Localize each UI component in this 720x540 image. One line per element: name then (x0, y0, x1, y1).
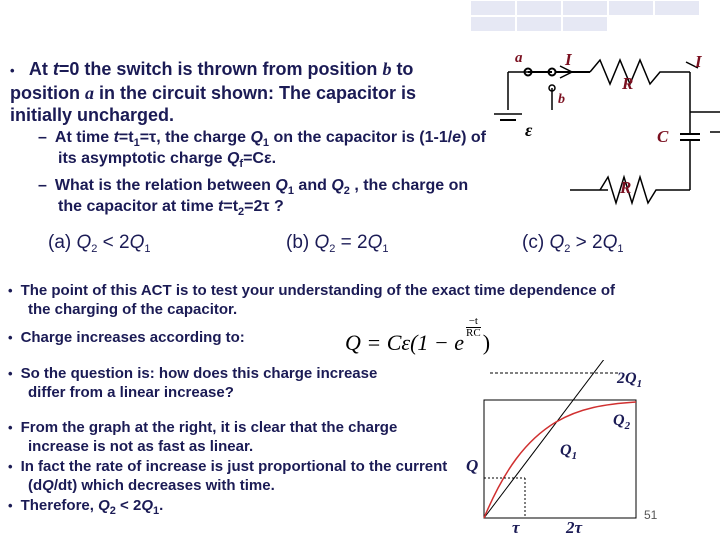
label-r-bottom: R (620, 178, 632, 197)
choice-b[interactable]: (b) $Q_2 = 2Q_1$ (286, 232, 389, 255)
explanation-6: • Therefore, $Q_2 < 2Q_1$. (8, 497, 164, 517)
explanation-4: • From the graph at the right, it is clear that the charge increase is not as fast as linear. (8, 419, 398, 455)
page-number: 51 (644, 508, 658, 522)
charge-formula: Q = Cε(1 − e $\frac{-t}{RC}$ ) (345, 315, 491, 355)
choice-c[interactable]: (c) $Q_2 > 2Q_1$ (522, 232, 624, 255)
label-r-top: R (622, 74, 634, 93)
intro-text: • At t=0 the switch is thrown from position b to position a in the circuit shown: The capacitor is initially uncharged. (10, 59, 417, 125)
header-decoration (470, 0, 720, 30)
resistor-bottom (600, 177, 690, 203)
graph-tick-2tau: 2τ (566, 518, 583, 537)
choice-a[interactable]: (a) $Q_2 < 2Q_1$ (48, 232, 151, 255)
graph-label-q1: $Q_1$ (560, 442, 578, 462)
formula-exponent: $\frac{-t}{RC}$ (466, 315, 481, 339)
label-emf: ε (525, 120, 533, 140)
explanation-5: • In fact the rate of increase is just proportional to the current (dQ/dt) which decreases with time. (8, 458, 448, 494)
explanation-3: • So the question is: how does this charge increase differ from a linear increase? (8, 365, 378, 401)
label-a: a (515, 50, 523, 66)
charging-graph (470, 360, 720, 540)
graph-label-q2: $Q_2$ (613, 412, 631, 432)
formula-main: Q = Cε(1 − e (345, 330, 465, 355)
label-c: C (657, 127, 669, 146)
label-current-1: I (565, 50, 572, 69)
graph-label-2q1: $2Q_1$ (617, 370, 643, 390)
graph-axis-q: Q (466, 456, 479, 475)
graph-tick-tau: τ (512, 518, 520, 537)
label-current-2: I (695, 52, 702, 71)
explanation-1: • The point of this ACT is to test your understanding of the exact time dependence of the charging of the capacitor. (8, 282, 616, 318)
resistor-top (590, 60, 690, 84)
label-b: b (558, 92, 565, 107)
question-detail-2: – What is the relation between $Q_1$ and $Q_2$ , the charge on the capacitor at time $t=t_2=2\tau$ ? (38, 177, 469, 218)
question-detail-1: – At time $t=t_1=\tau$, the charge $Q_1$ on the capacitor is (1-1/e) of its asymptotic charge $Q_f=C\varepsilon$. (38, 129, 486, 170)
bullet: • (10, 63, 15, 78)
explanation-2: • Charge increases according to: (8, 329, 245, 346)
